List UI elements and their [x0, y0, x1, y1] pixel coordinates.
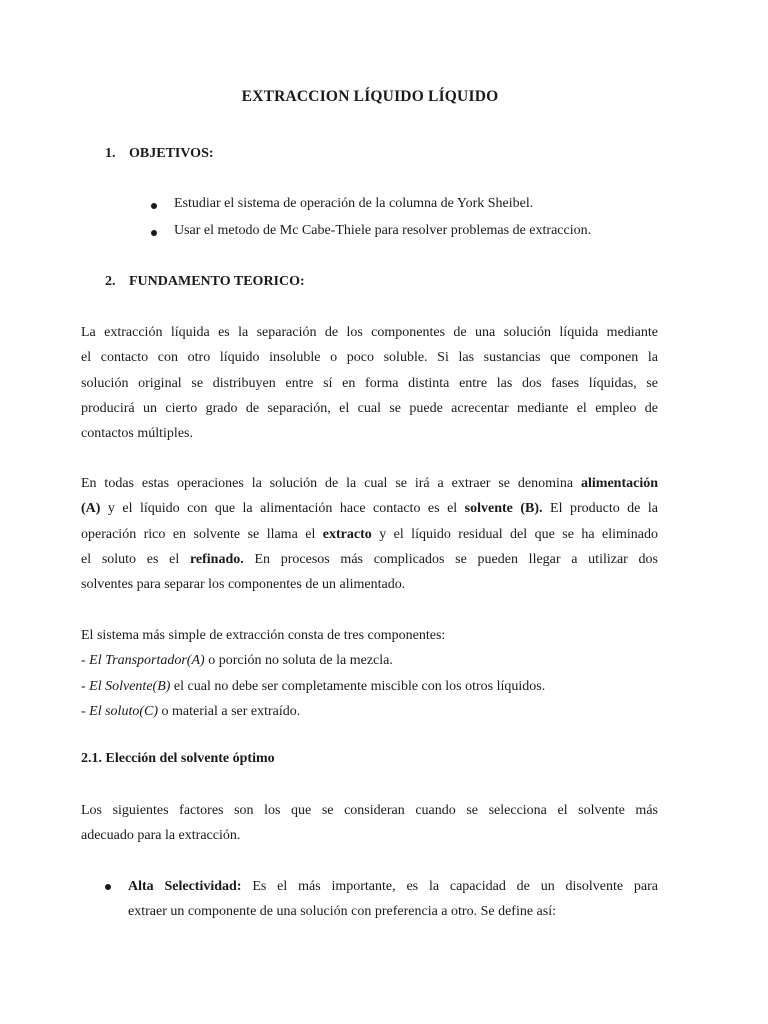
paragraph-line: solución original se distribuyen entre sí en forma distinta entre las dos fases líquidas, se — [81, 375, 658, 391]
dash: - — [81, 703, 90, 719]
term-alta-selectividad: Alta Selectividad: — [128, 879, 242, 894]
text-run: operación rico en solvente se llama el — [81, 526, 323, 542]
paragraph-line: el contacto con otro líquido insoluble o poco soluble. Si las sustancias que componen la — [81, 350, 658, 366]
text-run: o porción no soluta de la mezcla. — [204, 653, 393, 669]
term-alimentacion: alimentación — [581, 476, 658, 491]
bullet-dot — [151, 230, 157, 236]
paragraph-line — [81, 496, 658, 521]
paragraph-line — [81, 471, 658, 496]
component-item — [81, 648, 658, 673]
term-soluto: El soluto(C) — [89, 703, 159, 719]
dash: - — [81, 678, 90, 694]
text-run: Es el más importante, es la capacidad de un disolvente para — [241, 879, 659, 894]
term-refinado: refinado. — [189, 551, 244, 567]
objetivo-item-1: Estudiar el sistema de operación de la columna de York Sheibel. — [174, 196, 534, 211]
paragraph-line: La extracción líquida es la separación de los componentes de una solución líquida mediante — [81, 325, 658, 340]
paragraph-line: El sistema más simple de extracción consta de tres componentes: — [81, 628, 446, 643]
text-run: El producto de la — [542, 501, 658, 517]
section-heading-fundamento: FUNDAMENTO TEORICO: — [129, 274, 305, 289]
text-run: y el líquido con que la alimentación hace contacto es el — [100, 501, 465, 517]
component-item — [81, 674, 658, 699]
term-extracto: extracto — [322, 526, 372, 542]
text-run: el cual no debe ser completamente miscible con los otros líquidos. — [170, 678, 546, 694]
objetivo-item-2: Usar el metodo de Mc Cabe-Thiele para resolver problemas de extraccion. — [174, 223, 592, 238]
component-item — [81, 699, 658, 724]
paragraph-extraccion-definicion — [81, 320, 658, 446]
paragraph-line — [81, 522, 658, 547]
paragraph-line — [128, 874, 658, 899]
paragraph-operaciones — [81, 471, 658, 597]
text-run: o material a ser extraído. — [158, 703, 301, 719]
paragraph-line — [81, 547, 658, 572]
paragraph-line: extraer un componente de una solución con preferencia a otro. Se define así: — [128, 904, 556, 920]
bullet-dot — [151, 203, 157, 209]
term-a: (A) — [81, 501, 101, 517]
paragraph-line: adecuado para la extracción. — [81, 828, 241, 844]
text-run: el soluto es el — [81, 551, 190, 567]
section-heading-objetivos: OBJETIVOS: — [129, 146, 214, 161]
paragraph-factores — [81, 798, 658, 849]
dash: - — [81, 653, 90, 669]
document-title: EXTRACCION LÍQUIDO LÍQUIDO — [241, 88, 499, 105]
text-run: En procesos más complicados se pueden llegar a utilizar dos — [243, 551, 658, 567]
term-solvente: El Solvente(B) — [89, 678, 171, 694]
bullet-selectividad — [128, 874, 658, 925]
term-solvente: solvente (B). — [464, 501, 543, 517]
text-run: y el líquido residual del que se ha eliminado — [371, 526, 658, 542]
paragraph-line: contactos múltiples. — [81, 426, 193, 442]
paragraph-line: solventes para separar los componentes de un alimentado. — [81, 577, 406, 593]
paragraph-componentes — [81, 623, 658, 724]
section-number-objetivos: 1. — [105, 146, 116, 161]
term-transportador: El Transportador(A) — [89, 653, 205, 669]
bullet-dot — [105, 884, 111, 890]
paragraph-line: producirá un cierto grado de separación, el cual se puede acrecentar mediante el empleo de — [81, 400, 658, 416]
paragraph-line: Los siguientes factores son los que se consideran cuando se selecciona el solvente más — [81, 803, 658, 818]
text-run: En todas estas operaciones la solución de la cual se irá a extraer se denomina — [81, 476, 581, 491]
subsection-heading: 2.1. Elección del solvente óptimo — [81, 751, 275, 766]
section-number-fundamento: 2. — [105, 274, 116, 289]
